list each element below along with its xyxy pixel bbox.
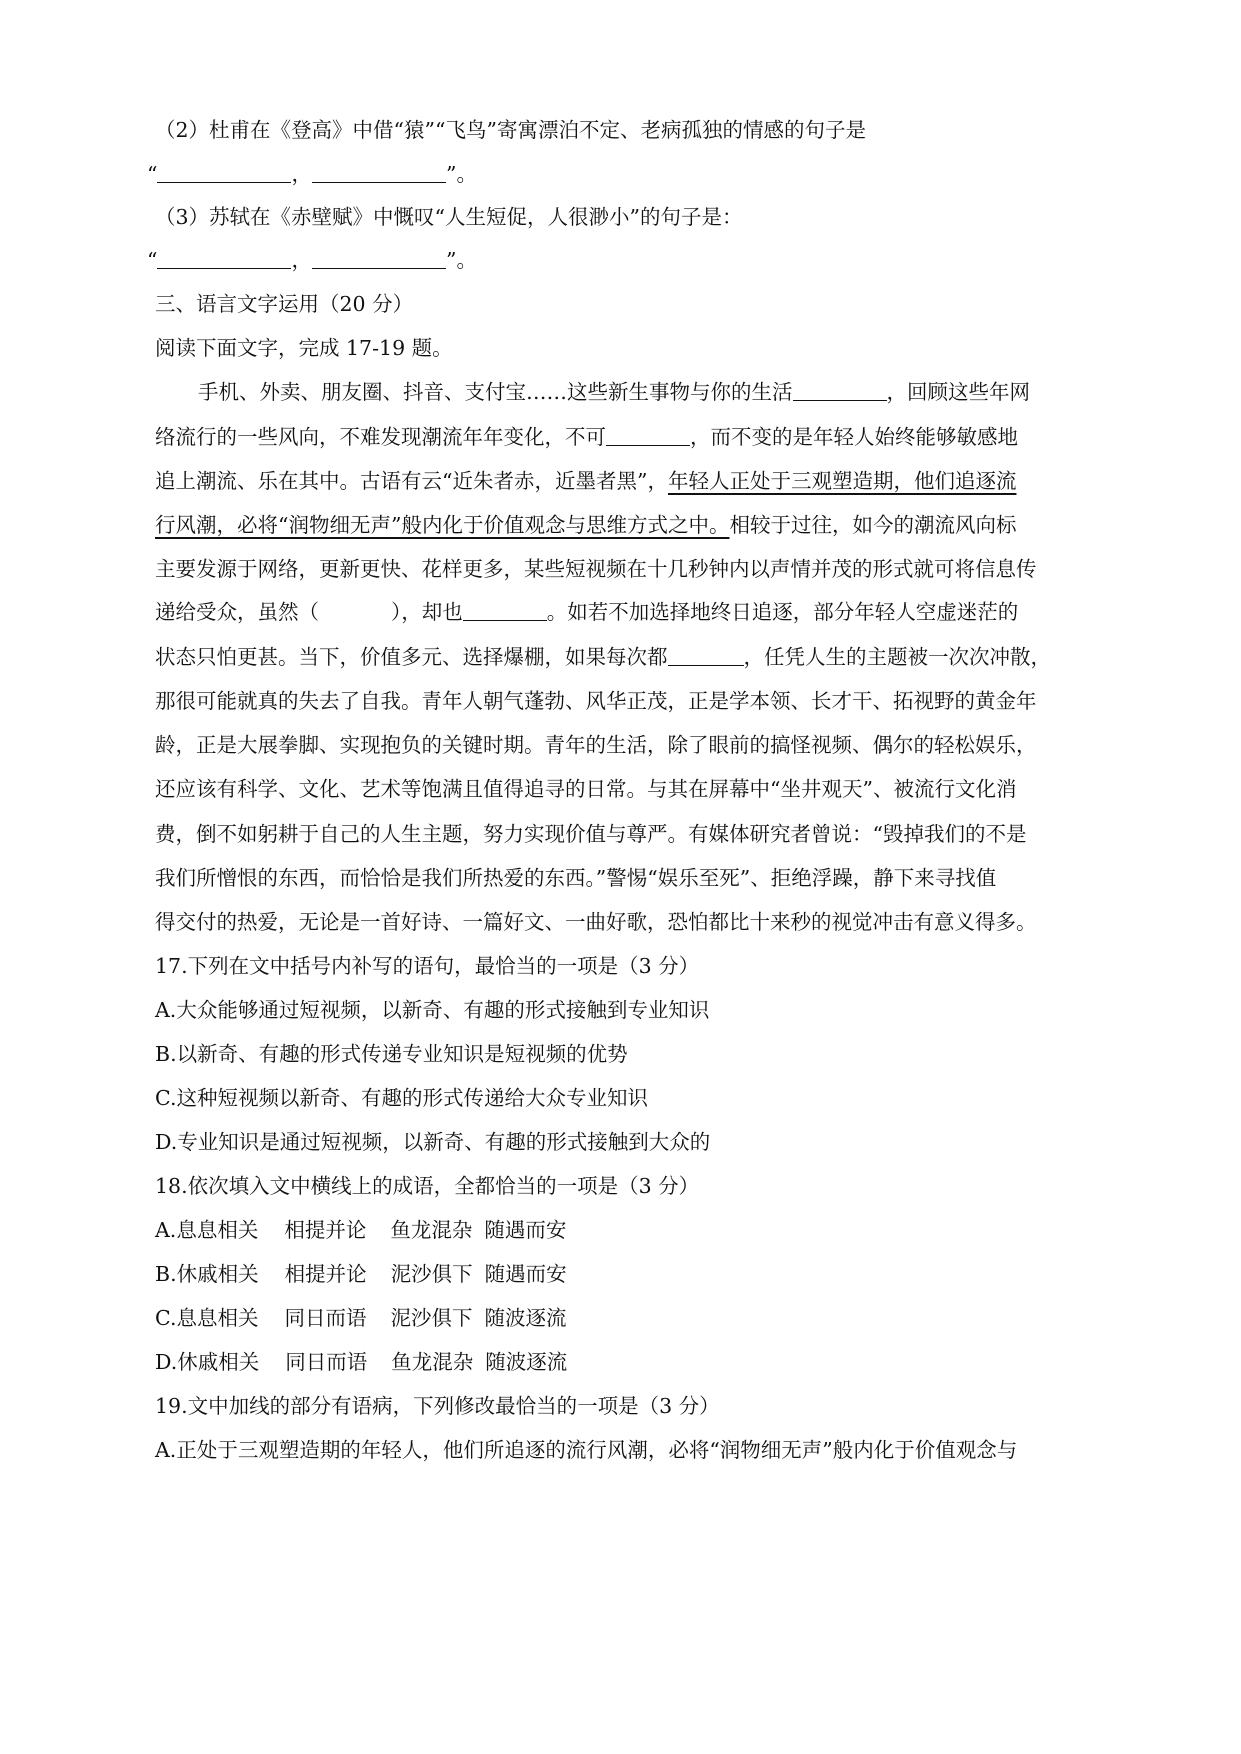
passage-line: 那很可能就真的失去了自我。青年人朝气蓬勃、风华正茂，正是学本领、长才干、拓视野的黄金年 xyxy=(155,689,1037,713)
idiom-blank xyxy=(606,427,690,446)
question-18-stem: 18.依次填入文中横线上的成语，全都恰当的一项是（3 分） xyxy=(155,1174,700,1198)
question-3-answer-line: “ ， ”。 xyxy=(147,248,477,272)
section-heading: 三、语言文字运用（20 分） xyxy=(155,292,414,316)
question-17-option-b: B.以新奇、有趣的形式传递专业知识是短视频的优势 xyxy=(155,1042,628,1066)
idiom-blank xyxy=(668,647,744,666)
passage-line: 状态只怕更甚。当下，价值多元、选择爆棚，如果每次都 ，任凭人生的主题被一次次冲散， xyxy=(155,645,1051,669)
question-2-answer-line: “ ， ”。 xyxy=(147,162,477,186)
answer-blank xyxy=(157,250,291,269)
question-19-option-a: A.正处于三观塑造期的年轻人，他们所追逐的流行风潮，必将“润物细无声”般内化于价值观念与 xyxy=(155,1438,1018,1462)
underlined-sentence: 年轻人正处于三观塑造期，他们追逐流 xyxy=(667,469,1017,493)
question-2-text: （2）杜甫在《登高》中借“猿”“飞鸟”寄寓漂泊不定、老病孤独的情感的句子是 xyxy=(155,118,866,142)
reading-instruction: 阅读下面文字，完成 17-19 题。 xyxy=(155,336,453,360)
question-17-option-d: D.专业知识是通过短视频，以新奇、有趣的形式接触到大众的 xyxy=(155,1130,711,1154)
passage-line: 递给受众，虽然（ ），却也 。如若不加选择地终日追逐，部分年轻人空虚迷茫的 xyxy=(155,600,1019,624)
passage-line: 得交付的热爱，无论是一首好诗、一篇好文、一曲好歌，恐怕都比十来秒的视觉冲击有意义得多。 xyxy=(155,910,1037,934)
answer-blank xyxy=(312,164,446,183)
question-19-stem: 19.文中加线的部分有语病，下列修改最恰当的一项是（3 分） xyxy=(155,1394,720,1418)
passage-line: 络流行的一些风向，不难发现潮流年年变化，不可 ，而不变的是年轻人始终能够敏感地 xyxy=(155,425,1018,449)
question-18-option-d: D.休戚相关 同日而语 鱼龙混杂 随波逐流 xyxy=(155,1350,568,1374)
question-3-text: （3）苏轼在《赤壁赋》中慨叹“人生短促，人很渺小”的句子是： xyxy=(155,205,743,229)
passage-line: 手机、外卖、朋友圈、抖音、支付宝……这些新生事物与你的生活 ，回顾这些年网 xyxy=(198,380,1030,404)
question-17-option-a: A.大众能够通过短视频，以新奇、有趣的形式接触到专业知识 xyxy=(155,998,710,1022)
passage-line: 追上潮流、乐在其中。古语有云“近朱者赤，近墨者黑”，年轻人正处于三观塑造期，他们追逐流 xyxy=(155,469,1017,493)
passage-line: 行风潮，必将“润物细无声”般内化于价值观念与思维方式之中。相较于过往，如今的潮流风向标 xyxy=(155,513,1017,537)
idiom-blank xyxy=(793,382,887,401)
passage-line: 费，倒不如躬耕于自己的人生主题，努力实现价值与尊严。有媒体研究者曾说：“毁掉我们的不是 xyxy=(155,822,1027,846)
answer-blank xyxy=(312,250,446,269)
question-18-option-a: A.息息相关 相提并论 鱼龙混杂 随遇而安 xyxy=(155,1218,567,1242)
answer-blank xyxy=(157,164,291,183)
passage-line: 主要发源于网络，更新更快、花样更多，某些短视频在十几秒钟内以声情并茂的形式就可将信息传 xyxy=(155,557,1037,581)
question-17-stem: 17.下列在文中括号内补写的语句，最恰当的一项是（3 分） xyxy=(155,954,700,978)
question-18-option-c: C.息息相关 同日而语 泥沙俱下 随波逐流 xyxy=(155,1306,567,1330)
idiom-blank xyxy=(463,602,547,621)
question-18-option-b: B.休戚相关 相提并论 泥沙俱下 随遇而安 xyxy=(155,1262,567,1286)
underlined-sentence: 行风潮，必将“润物细无声”般内化于价值观念与思维方式之中。 xyxy=(155,513,730,537)
passage-line: 我们所憎恨的东西，而恰恰是我们所热爱的东西。”警惕“娱乐至死”、拒绝浮躁，静下来寻找值 xyxy=(155,866,997,890)
passage-line: 还应该有科学、文化、艺术等饱满且值得追寻的日常。与其在屏幕中“坐井观天”、被流行文化消 xyxy=(155,777,1017,801)
question-17-option-c: C.这种短视频以新奇、有趣的形式传递给大众专业知识 xyxy=(155,1086,648,1110)
passage-line: 龄，正是大展拳脚、实现抱负的关键时期。青年的生活，除了眼前的搞怪视频、偶尔的轻松娱乐， xyxy=(155,733,1037,757)
